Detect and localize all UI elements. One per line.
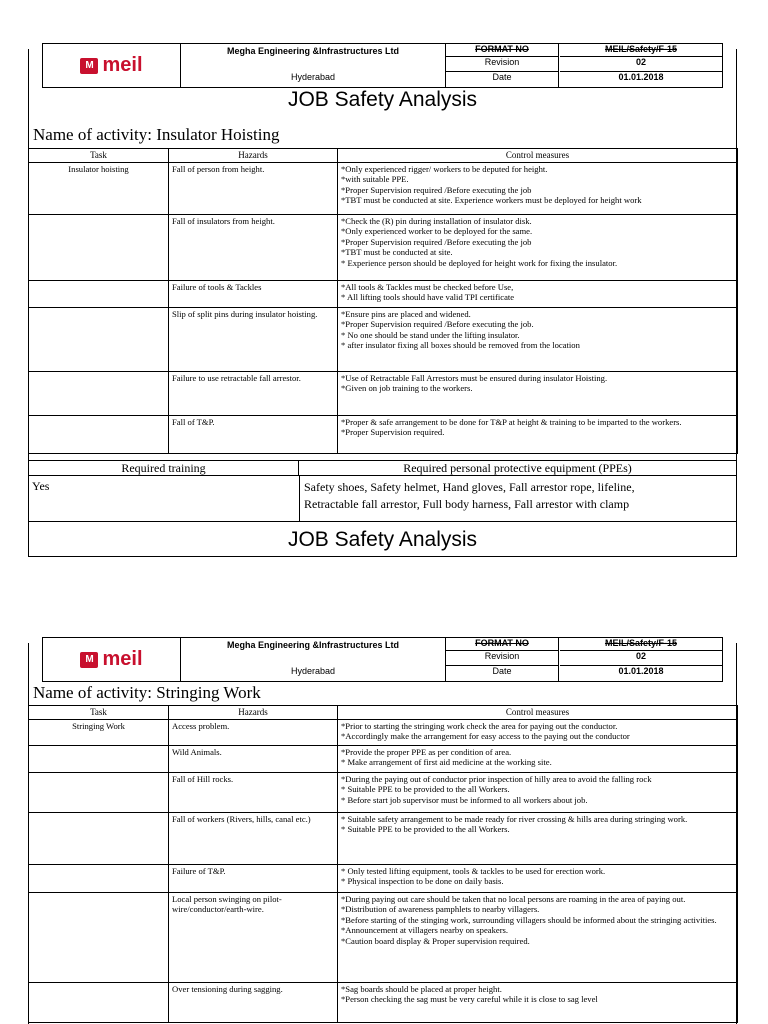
control-line: * All lifting tools should have valid TPI certificate xyxy=(341,292,515,302)
control-line: * Experience person should be deployed for height work for fixing the insulator. xyxy=(341,257,618,268)
control-line: *with suitable PPE. xyxy=(341,174,409,184)
meil-logo-icon: M xyxy=(80,58,98,74)
revision-value: 02 xyxy=(560,651,722,666)
hazard-cell: Fall of Hill rocks. xyxy=(169,772,338,812)
hazard-cell: Fall of T&P. xyxy=(169,415,338,453)
hazard-cell: Local person swinging on pilot-wire/conductor/earth-wire. xyxy=(169,892,338,982)
section1-title: JOB Safety Analysis xyxy=(287,88,478,111)
hazard-cell: Fall of person from height. xyxy=(169,162,338,214)
control-line: *Ensure pins are placed and widened. xyxy=(341,308,471,319)
control-line: *Check the (R) pin during installation of insulator disk. xyxy=(341,215,532,226)
company-city: Hyderabad xyxy=(290,666,336,676)
control-line: *Proper Supervision required /Before executing the job xyxy=(341,236,532,247)
task-cell xyxy=(29,307,169,371)
control-line: * Before start job supervisor must be informed to all workers about job. xyxy=(341,794,588,805)
hazard-cell: Failure of tools & Tackles xyxy=(169,280,338,307)
control-line: *Before starting of the stinging work, surrounding villagers should be informed about the stringing activities. xyxy=(341,914,717,925)
control-line: *All tools & Tackles must be checked before Use, xyxy=(341,281,514,292)
section2-activity: Name of activity: Stringing Work xyxy=(33,683,261,702)
date-label: Date xyxy=(492,666,512,676)
control-line: *Sag boards should be placed at proper height. xyxy=(341,983,502,994)
hazard-cell: Access problem. xyxy=(169,719,338,745)
control-line: * Make arrangement of first aid medicine at the working site. xyxy=(341,757,552,767)
control-line: *During paying out care should be taken that no local persons are roaming in the area of paying out. xyxy=(341,893,686,904)
control-line: * Physical inspection to be done on daily basis. xyxy=(341,876,504,886)
control-line: *Given on job training to the workers. xyxy=(341,383,473,393)
task-cell: Insulator hoisting xyxy=(29,162,169,214)
controls-cell xyxy=(338,162,738,214)
task-cell xyxy=(29,772,169,812)
task-cell xyxy=(29,415,169,453)
task-cell xyxy=(29,371,169,415)
date-value: 01.01.2018 xyxy=(618,666,664,676)
control-line: *Only experienced rigger/ workers to be deputed for height. xyxy=(341,163,548,174)
section1-footer-title: JOB Safety Analysis xyxy=(287,528,478,551)
control-line: *Prior to starting the stringing work check the area for paying out the conductor. xyxy=(341,720,618,731)
section2-table xyxy=(28,705,738,1023)
ppe-label: Required personal protective equipment (PPEs) xyxy=(299,461,736,476)
ppe-line: Safety shoes, Safety helmet, Hand gloves, Fall arrestor rope, lifeline, xyxy=(304,480,635,494)
control-line: *TBT must be conducted at site. Experience workers must be deployed for height work xyxy=(341,195,642,205)
training-label: Required training xyxy=(29,461,299,476)
control-line: *During the paying out of conductor prior inspection of hilly area to avoid the falling rock xyxy=(341,773,652,784)
control-line: *Distribution of awareness pamphlets to nearby villagers. xyxy=(341,904,540,914)
controls-cell xyxy=(338,214,738,280)
task-cell xyxy=(29,214,169,280)
logo-text: meil xyxy=(102,54,143,76)
company-name: Megha Engineering &Infrastructures Ltd xyxy=(226,46,400,56)
controls-cell xyxy=(338,812,738,864)
control-line: * Only tested lifting equipment, tools & tackles to be used for erection work. xyxy=(341,865,606,876)
control-line: *Proper Supervision required. xyxy=(341,427,445,437)
task-cell xyxy=(29,280,169,307)
task-cell xyxy=(29,982,169,1022)
training-value: Yes xyxy=(32,479,50,493)
format-value: MEIL/Safety/F-15 xyxy=(560,638,722,651)
requirements-block xyxy=(28,460,737,522)
format-value: MEIL/Safety/F-15 xyxy=(560,44,722,57)
format-label: FORMAT NO xyxy=(446,44,558,57)
control-line: *TBT must be conducted at site. xyxy=(341,247,453,257)
ppe-line: Retractable fall arrestor, Full body harness, Fall arrestor with clamp xyxy=(304,497,630,511)
control-line: *Caution board display & Proper supervision required. xyxy=(341,935,530,946)
hazard-cell: Wild Animals. xyxy=(169,745,338,772)
control-line: *Use of Retractable Fall Arrestors must be ensured during insulator Hoisting. xyxy=(341,372,608,383)
controls-cell xyxy=(338,307,738,371)
task-cell xyxy=(29,864,169,892)
hazard-cell: Over tensioning during sagging. xyxy=(169,982,338,1022)
revision-label: Revision xyxy=(446,651,558,666)
hazard-cell: Failure to use retractable fall arrestor. xyxy=(169,371,338,415)
ppe-value xyxy=(299,476,736,521)
control-line: * No one should be stand under the lifting insulator. xyxy=(341,329,520,340)
control-line: *Announcement at villagers nearby on speakers. xyxy=(341,925,509,935)
control-line: * Suitable PPE to be provided to the all Workers. xyxy=(341,824,510,834)
company-city: Hyderabad xyxy=(290,72,336,82)
hazard-cell: Fall of insulators from height. xyxy=(169,214,338,280)
logo-text: meil xyxy=(102,648,143,670)
control-line: * after insulator fixing all boxes should be removed from the location xyxy=(341,340,580,350)
control-line: *Proper Supervision required /Before executing the job xyxy=(341,184,532,195)
controls-cell xyxy=(338,719,738,745)
col-controls: Control measures xyxy=(338,149,738,163)
controls-cell xyxy=(338,745,738,772)
task-cell xyxy=(29,892,169,982)
control-line: *Only experienced worker to be deployed for the same. xyxy=(341,226,533,236)
controls-cell xyxy=(338,415,738,453)
section1-table xyxy=(28,148,738,454)
col-task: Task xyxy=(29,149,169,163)
controls-cell xyxy=(338,772,738,812)
hazard-cell: Failure of T&P. xyxy=(169,864,338,892)
control-line: * Suitable PPE to be provided to the all Workers. xyxy=(341,784,510,794)
control-line: *Proper & safe arrangement to be done for T&P at height & training to be imparted to the workers. xyxy=(341,416,682,427)
col-hazards: Hazards xyxy=(169,706,338,720)
control-line: *Person checking the sag must be very careful while it is close to sag level xyxy=(341,994,598,1004)
control-line: *Proper Supervision required /Before executing the job. xyxy=(341,319,534,329)
controls-cell xyxy=(338,982,738,1022)
task-cell: Stringing Work xyxy=(29,719,169,745)
revision-value: 02 xyxy=(560,57,722,72)
col-hazards: Hazards xyxy=(169,149,338,163)
col-task: Task xyxy=(29,706,169,720)
task-cell xyxy=(29,745,169,772)
control-line: * Suitable safety arrangement to be made ready for river crossing & hills area during stringing work. xyxy=(341,813,688,824)
section1-activity: Name of activity: Insulator Hoisting xyxy=(33,125,280,144)
controls-cell xyxy=(338,864,738,892)
controls-cell xyxy=(338,280,738,307)
date-value: 01.01.2018 xyxy=(618,72,664,82)
format-label: FORMAT NO xyxy=(446,638,558,651)
controls-cell xyxy=(338,371,738,415)
col-controls: Control measures xyxy=(338,706,738,720)
hazard-cell: Slip of split pins during insulator hoisting. xyxy=(169,307,338,371)
hazard-cell: Fall of workers (Rivers, hills, canal etc.) xyxy=(169,812,338,864)
company-name: Megha Engineering &Infrastructures Ltd xyxy=(226,640,400,650)
meil-logo-icon: M xyxy=(80,652,98,668)
control-line: *Provide the proper PPE as per condition of area. xyxy=(341,746,512,757)
task-cell xyxy=(29,812,169,864)
revision-label: Revision xyxy=(446,57,558,72)
controls-cell xyxy=(338,892,738,982)
control-line: *Accordingly make the arrangement for easy access to the paying out the conductor xyxy=(341,731,630,741)
date-label: Date xyxy=(492,72,512,82)
